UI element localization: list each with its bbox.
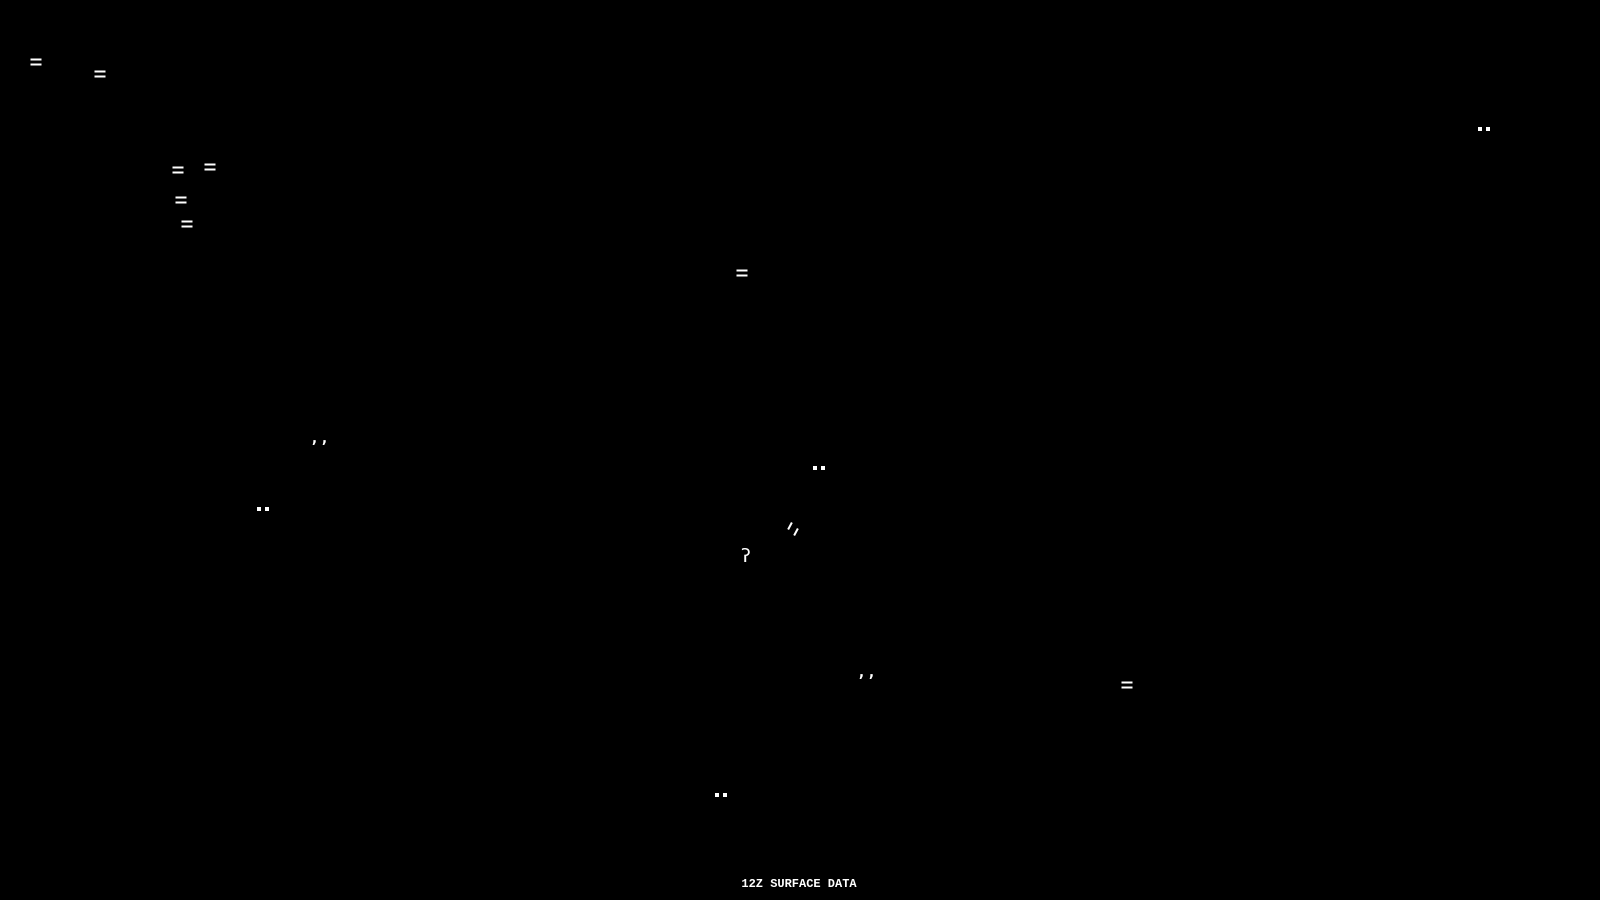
fog-symbol [182, 221, 193, 228]
rain-dots-symbol [813, 466, 825, 470]
fog-symbol [205, 164, 216, 171]
drizzle-commas-symbol: ,, [309, 429, 331, 447]
drizzle-commas-symbol: ,, [856, 663, 878, 681]
map-title: 12Z SURFACE DATA [741, 877, 857, 891]
slant-ticks-symbol [785, 522, 801, 538]
rain-dots-symbol [257, 507, 269, 511]
fog-symbol [737, 270, 748, 277]
fog-symbol [31, 59, 42, 66]
fog-symbol [176, 197, 187, 204]
fog-symbol [1122, 682, 1133, 689]
rain-dots-symbol [1478, 127, 1490, 131]
rain-dots-symbol [715, 793, 727, 797]
fog-symbol [173, 167, 184, 174]
hook-symbol: ʔ [741, 545, 751, 567]
fog-symbol [95, 71, 106, 78]
